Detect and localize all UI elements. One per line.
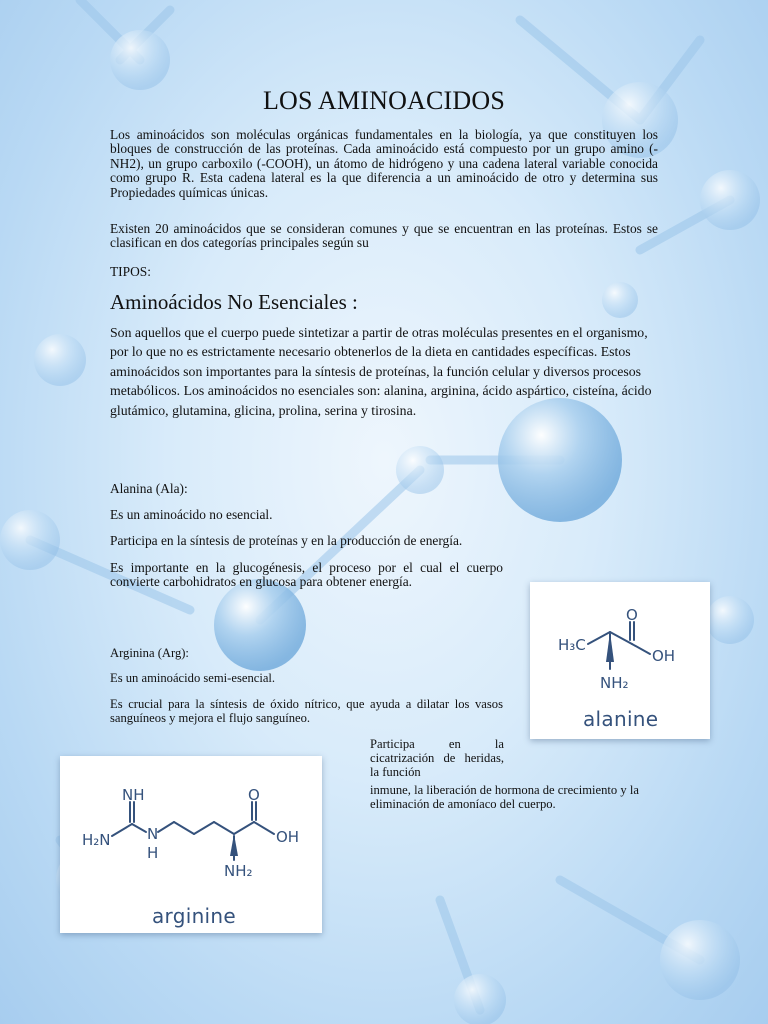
arginina-point-1: Es un aminoácido semi-esencial. <box>110 671 276 685</box>
alanine-label-oh: OH <box>652 647 676 665</box>
arginine-label-nh2: NH₂ <box>224 862 253 880</box>
intro-paragraph: Los aminoácidos son moléculas orgánicas fundamentales en la biología, ya que constituyen los bloques de construcción de las proteínas. Cada aminoácido está compuesto por un grupo amino (-NH2), un grupo carboxilo (-COOH), un átomo de hidrógeno y una cadena lateral variable conocida como grupo R. Esta cadena lateral es la que diferencia a un aminoácido de otro y determina sus Propiedades químicas únicas. <box>110 127 658 200</box>
section-paragraph: Son aquellos que el cuerpo puede sintetizar a partir de otras moléculas presentes en el organismo, por lo que no es estrictamente necesario obtenerlos de la dieta en cantidades específicas. Estos aminoácidos son importantes para la síntesis de proteínas, la función celular y diversos procesos metabólicos. Los aminoácidos no esenciales son: alanina, arginina, ácido aspártico, cisteína, ácido glutámico, glutamina, glicina, prolina, serina y tirosina. <box>110 325 652 418</box>
intro-paragraph-2: Existen 20 aminoácidos que se consideran comunes y que se encuentran en las proteínas. Estos se clasifican en dos categorías principales según su <box>110 221 658 251</box>
alanine-structure-image <box>530 582 710 739</box>
alanine-label-o: O <box>626 606 638 624</box>
arginine-label-o: O <box>248 786 260 804</box>
alanina-point-3: Es importante en la glucogénesis, el proceso por el cual el cuerpo convierte carbohidratos en glucosa para obtener energía. <box>110 560 503 590</box>
alanine-caption: alanine <box>583 707 659 731</box>
section-heading: Aminoácidos No Esenciales : <box>110 290 358 314</box>
arginine-label-n-h: H <box>147 844 159 862</box>
arginine-caption: arginine <box>152 904 236 928</box>
arginina-point-3a: Participa en la cicatrización de heridas, la función <box>370 737 504 780</box>
alanina-point-1: Es un aminoácido no esencial. <box>110 507 273 522</box>
tipos-label: TIPOS: <box>110 264 151 279</box>
arginine-structure-image <box>60 756 322 933</box>
alanina-heading: Alanina (Ala): <box>110 481 188 496</box>
arginine-label-h2n: H₂N <box>82 831 111 849</box>
arginine-label-n: N <box>147 825 159 843</box>
alanine-label-h3c: H₃C <box>558 636 586 654</box>
arginina-heading: Arginina (Arg): <box>110 646 189 660</box>
alanina-point-2: Participa en la síntesis de proteínas y en la producción de energía. <box>110 533 463 548</box>
arginine-label-oh: OH <box>276 828 300 846</box>
alanine-label-nh2: NH₂ <box>600 674 629 692</box>
page-title: LOS AMINOACIDOS <box>262 86 506 115</box>
arginina-point-3b: inmune, la liberación de hormona de crecimiento y la eliminación de amoníaco del cuerpo. <box>370 783 639 812</box>
arginina-point-2: Es crucial para la síntesis de óxido nítrico, que ayuda a dilatar los vasos sanguíneos y mejora el flujo sanguíneo. <box>110 697 503 725</box>
arginine-label-nh: NH <box>122 786 145 804</box>
